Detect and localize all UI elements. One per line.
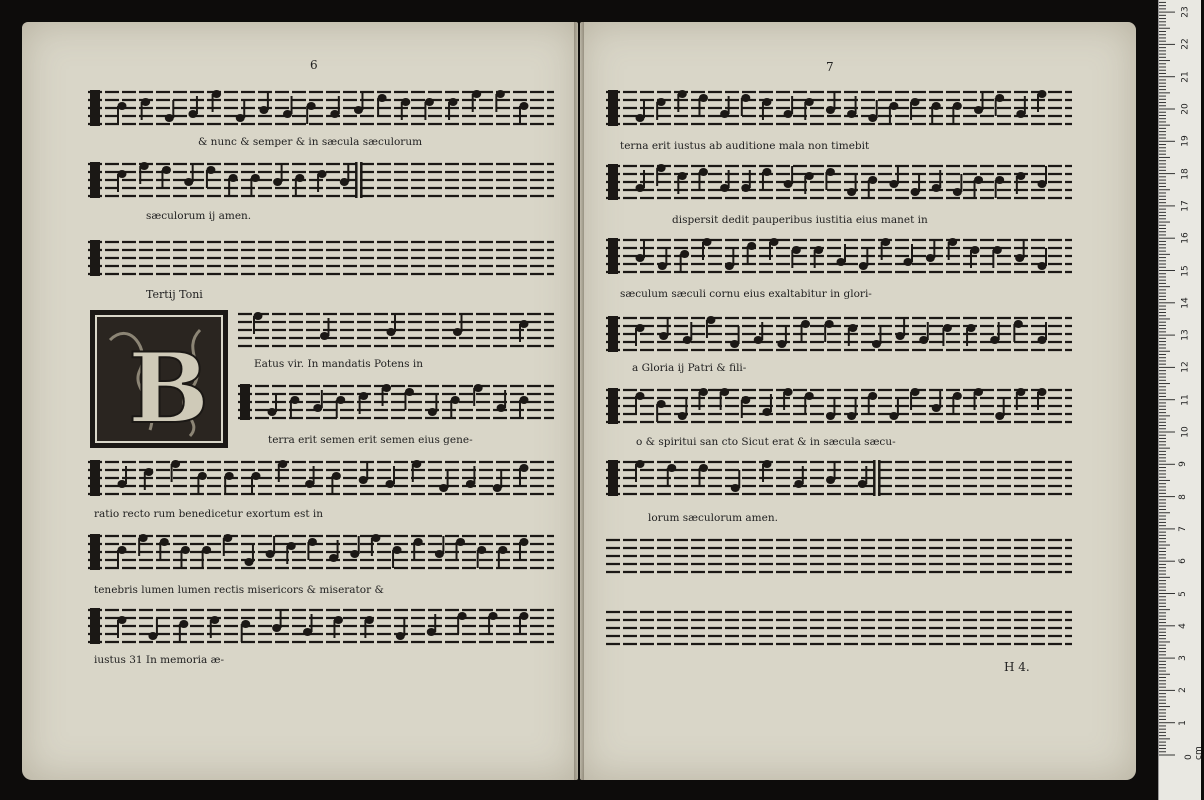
ruler-number: 18 [1180, 167, 1191, 180]
book-gutter [574, 22, 584, 780]
ruler-number: 21 [1180, 70, 1191, 83]
staff-left-3 [88, 236, 554, 280]
ruler-number: 10 [1180, 426, 1191, 438]
staff-left-2 [88, 158, 554, 202]
ruler-number: 8 [1177, 493, 1188, 500]
measurement-ruler [1158, 0, 1201, 800]
lyric-right-5: o & spiritui san cto Sicut erat & in sæcula sæcu- [636, 436, 896, 448]
lyric-left-8: iustus 31 In memoria æ- [94, 654, 225, 666]
staff-left-6 [88, 456, 554, 500]
ruler-number: 4 [1177, 622, 1188, 629]
ruler-number: 17 [1180, 200, 1191, 212]
lyric-left-2: sæculorum ij amen. [146, 210, 252, 222]
staff-right-3 [606, 234, 1072, 278]
ruler-number: 6 [1177, 558, 1188, 565]
staff-left-7 [88, 530, 554, 574]
staff-left-8 [88, 604, 554, 648]
ruler-number: 22 [1180, 38, 1191, 51]
staff-left-5 [238, 380, 554, 424]
drop-cap-initial [90, 310, 228, 448]
staff-left-4 [238, 308, 554, 352]
ruler-number: 7 [1177, 526, 1188, 532]
ruler-number: 14 [1180, 297, 1191, 309]
staff-right-6 [606, 456, 1072, 500]
staff-right-8 [606, 606, 1072, 650]
lyric-left-4: Eatus vir. In mandatis Potens in [254, 358, 423, 370]
ruler-number: 5 [1177, 590, 1188, 597]
staff-right-2 [606, 160, 1072, 204]
staff-right-7 [606, 534, 1072, 578]
ruler-number: 23 [1180, 6, 1191, 18]
staff-right-5 [606, 384, 1072, 428]
lyric-left-6: ratio recto rum benedicetur exortum est in [94, 508, 324, 520]
left-page-number: 6 [310, 58, 318, 72]
ruler-number: 19 [1180, 135, 1191, 148]
lyric-right-4: a Gloria ij Patri & fili- [632, 362, 747, 374]
lyric-left-1: & nunc & semper & in sæcula sæculorum [198, 136, 423, 148]
lyric-left-5: terra erit semen erit semen eius gene- [268, 434, 473, 446]
right-page-number: 7 [826, 60, 834, 74]
ruler-number: 2 [1177, 687, 1188, 694]
ruler-number: 15 [1180, 264, 1191, 277]
lyric-right-3: sæculum sæculi cornu eius exaltabitur in glori- [620, 288, 872, 300]
ruler-number: 9 [1177, 461, 1188, 468]
staff-right-4 [606, 312, 1072, 356]
staff-left-1 [88, 86, 554, 130]
lyric-right-6: lorum sæculorum amen. [648, 512, 778, 524]
lyric-left-7: tenebris lumen lumen rectis misericors & miserator & [94, 584, 384, 596]
ruler-number: 12 [1180, 361, 1191, 374]
ruler-number: 13 [1180, 329, 1191, 341]
signature-mark: H 4. [1004, 660, 1030, 674]
lyric-right-2: dispersit dedit pauperibus iustitia eius manet in [672, 214, 928, 226]
ruler-number: 3 [1177, 655, 1188, 661]
staff-right-1 [606, 86, 1072, 130]
lyric-right-1: terna erit iustus ab auditione mala non timebit [620, 140, 870, 152]
drop-cap-letter: B [128, 332, 210, 445]
ruler-number: 16 [1180, 232, 1191, 244]
ruler-number: 1 [1177, 719, 1188, 726]
ruler-unit-label: 0 cm [1184, 746, 1204, 760]
ruler-number: 11 [1180, 393, 1191, 406]
chant-heading: Tertij Toni [146, 288, 203, 301]
ruler-number: 20 [1180, 103, 1191, 115]
